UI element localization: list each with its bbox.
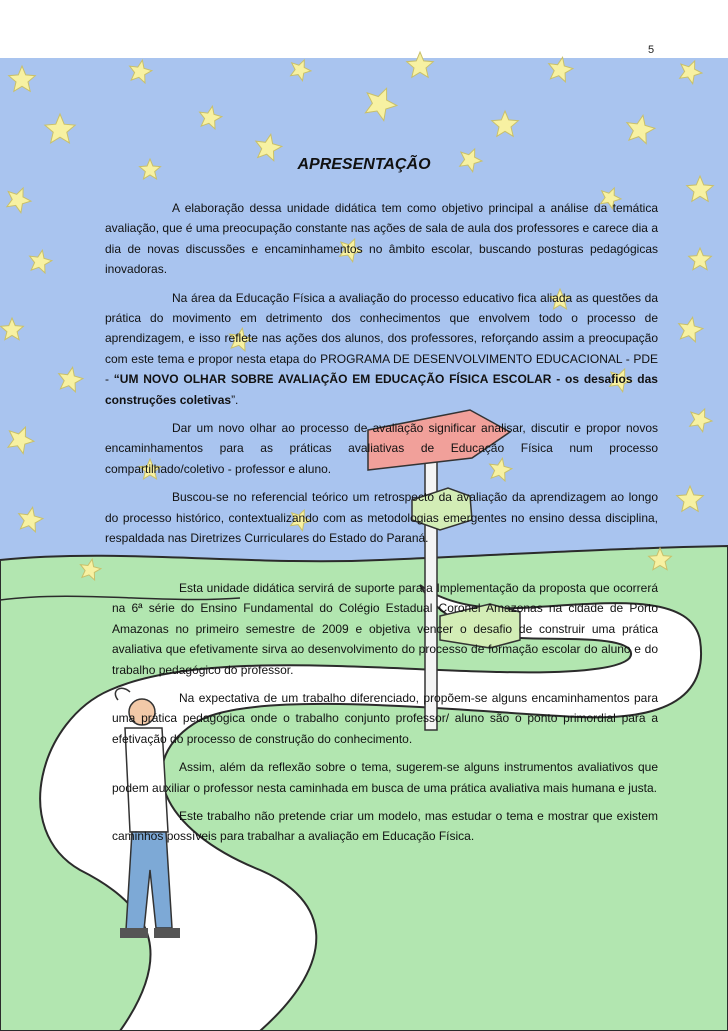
paragraph-4: Buscou-se no referencial teórico um retrospecto da avaliação da aprendizagem ao longo do processo histórico, contextualizando com as metodologias emergentes no ensino dessa disciplina, respaldada nas Diretrizes Curriculares do Estado do Paraná. xyxy=(105,490,658,546)
text-block-sky xyxy=(105,198,658,549)
page-title: APRESENTAÇÃO xyxy=(297,156,431,173)
paragraph-7: Assim, além da reflexão sobre o tema, sugerem-se alguns instrumentos avaliativos que podem auxiliar o professor nesta caminhada em busca de uma prática avaliativa mais humana e justa. xyxy=(112,760,658,795)
paragraph-6: Na expectativa de um trabalho diferenciado, propõem-se alguns encaminhamentos para uma prática pedagógica onde o trabalho conjunto professor/ aluno são o ponto primordial para a efetivação do processo de construção do conhecimento. xyxy=(112,691,658,746)
paragraph-5: Esta unidade didática servirá de suporte para a Implementação da proposta que ocorrerá na 6ª série do Ensino Fundamental do Colégio Estadual Coronel Amazonas na cidade de Porto Amazonas no primeiro semestre de 2009 e objetiva vencer o desafio de construir uma prática avaliativa que efetivamente sirva ao desenvolvimento do processo de formação escolar do aluno e do trabalho pedagógico do professor. xyxy=(112,581,658,677)
paragraph-2-end: ”. xyxy=(231,392,239,407)
paragraph-3: Dar um novo olhar ao processo de avaliação significar analisar, discutir e propor novos encaminhamentos para as práticas avaliativas de Educação Física num processo compartilhado/coletivo - professor e aluno. xyxy=(105,421,658,476)
paragraph-2 xyxy=(105,288,658,410)
page-number: 5 xyxy=(648,44,655,56)
paragraph-2-text: Na área da Educação Física a avaliação do processo educativo fica aliada as questões da prática do movimento em detrimento dos conhecimentos que envolvem todo o processo de aprendizagem, e isso reflete nas ações dos alunos, dos professores, reforçando assim a preocupação com este tema e propor nesta etapa do PROGRAMA DE DESENVOLVIMENTO EDUCACIONAL - PDE - xyxy=(105,290,658,387)
paragraph-1: A elaboração dessa unidade didática tem como objetivo principal a análise da temática avaliação, que é uma preocupação constante nas ações de sala de aula dos professores e carece dia a dia de novas discussões e encaminhamentos no âmbito escolar, buscando posturas pedagógicas inovadoras. xyxy=(105,201,658,277)
text-block-grass xyxy=(112,578,658,847)
project-title: “UM NOVO OLHAR SOBRE AVALIAÇÃO EM EDUCAÇÃO FÍSICA ESCOLAR - os desafios das construções coletivas xyxy=(105,372,658,407)
paragraph-8: Este trabalho não pretende criar um modelo, mas estudar o tema e mostrar que existem caminhos possíveis para trabalhar a avaliação em Educação Física. xyxy=(112,809,658,844)
